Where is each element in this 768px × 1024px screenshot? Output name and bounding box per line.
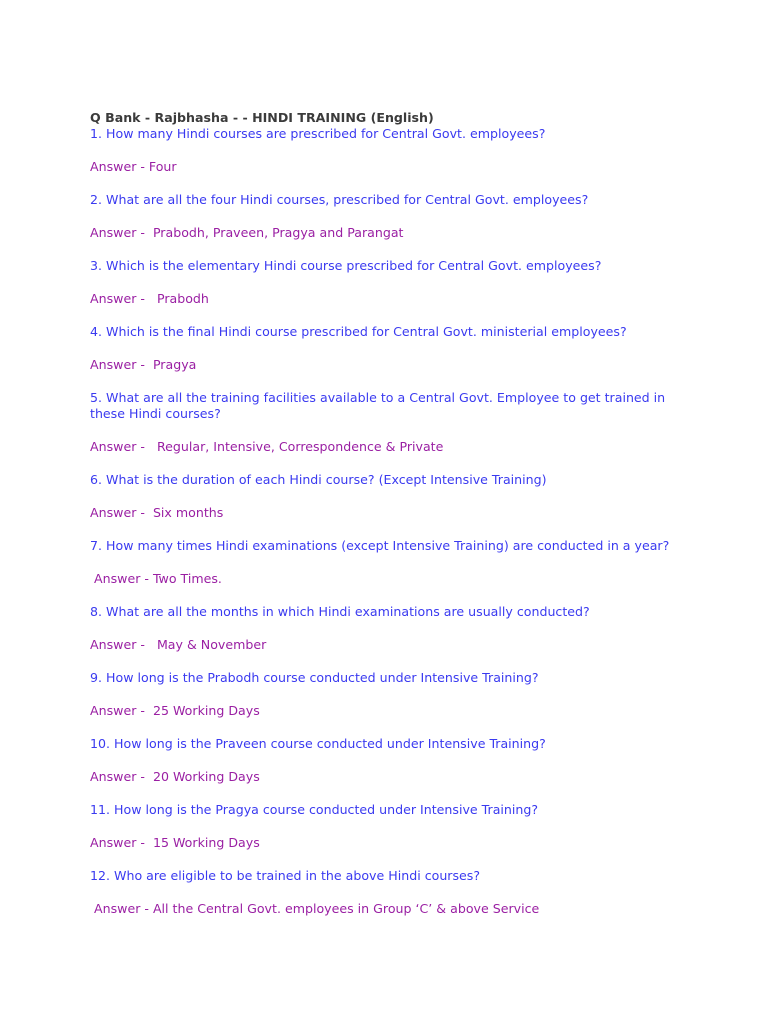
answer-3: Answer - Prabodh [90,291,209,306]
answer-6: Answer - Six months [90,505,224,520]
answer-5: Answer - Regular, Intensive, Correspondence & Private [90,439,444,454]
answer-1: Answer - Four [90,159,177,174]
question-2: 2. What are all the four Hindi courses, prescribed for Central Govt. employees? [90,192,589,207]
answer-8: Answer - May & November [90,637,267,652]
question-9: 9. How long is the Prabodh course conducted under Intensive Training? [90,670,539,685]
question-10: 10. How long is the Praveen course conducted under Intensive Training? [90,736,546,751]
question-7: 7. How many times Hindi examinations (except Intensive Training) are conducted in a year? [90,538,670,553]
answer-2: Answer - Prabodh, Praveen, Pragya and Parangat [90,225,404,240]
answer-10: Answer - 20 Working Days [90,769,260,784]
answer-4: Answer - Pragya [90,357,197,372]
answer-12: Answer - All the Central Govt. employees in Group ‘C’ & above Service [90,901,540,916]
question-4: 4. Which is the final Hindi course prescribed for Central Govt. ministerial employees? [90,324,627,339]
question-12: 12. Who are eligible to be trained in the above Hindi courses? [90,868,481,883]
question-11: 11. How long is the Pragya course conducted under Intensive Training? [90,802,539,817]
document-title: Q Bank - Rajbhasha - - HINDI TRAINING (English) [90,110,434,125]
question-5: 5. What are all the training facilities available to a Central Govt. Employee to get trained in these Hindi courses? [90,390,666,421]
question-1: 1. How many Hindi courses are prescribed for Central Govt. employees? [90,126,546,141]
answer-7: Answer - Two Times. [90,571,222,586]
question-8: 8. What are all the months in which Hindi examinations are usually conducted? [90,604,590,619]
document-page [90,110,690,917]
answer-9: Answer - 25 Working Days [90,703,260,718]
question-6: 6. What is the duration of each Hindi course? (Except Intensive Training) [90,472,547,487]
question-3: 3. Which is the elementary Hindi course prescribed for Central Govt. employees? [90,258,602,273]
answer-11: Answer - 15 Working Days [90,835,260,850]
